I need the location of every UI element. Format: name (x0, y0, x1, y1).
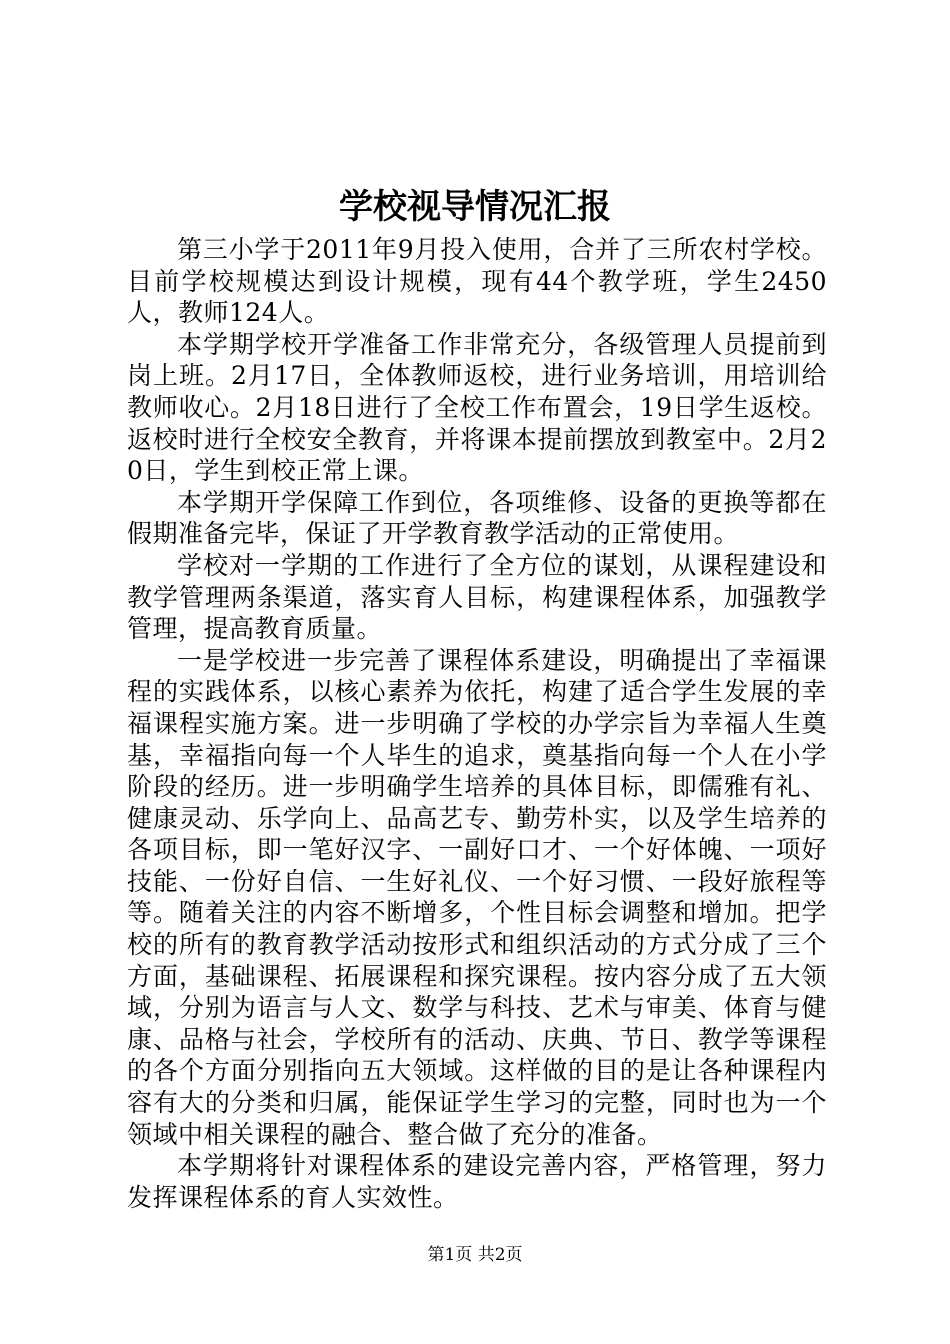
paragraph-3: 本学期开学保障工作到位，各项维修、设备的更换等都在假期准备完毕，保证了开学教育教学活动的正常使用。 (127, 487, 827, 549)
document-title: 学校视导情况汇报 (339, 187, 611, 227)
paragraph-1: 第三小学于2011年9月投入使用，合并了三所农村学校。目前学校规模达到设计规模，现有44个教学班，学生2450人，教师124人。 (127, 235, 827, 328)
paragraph-6: 本学期将针对课程体系的建设完善内容，严格管理，努力发挥课程体系的育人实效性。 (127, 1151, 827, 1212)
document-body (127, 234, 827, 1213)
paragraph-2: 本学期学校开学准备工作非常充分，各级管理人员提前到岗上班。2月17日，全体教师返校，进行业务培训，用培训给教师收心。2月18日进行了全校工作布置会，19日学生返校。返校时进行全校安全教育，并将课本提前摆放到教室中。2月20日，学生到校正常上课。 (127, 329, 827, 486)
page-number-footer: 第1页 共2页 (427, 1245, 523, 1265)
paragraph-4: 学校对一学期的工作进行了全方位的谋划，从课程建设和教学管理两条渠道，落实育人目标，构建课程体系，加强教学管理，提高教育质量。 (127, 550, 827, 644)
paragraph-5: 一是学校进一步完善了课程体系建设，明确提出了幸福课程的实践体系，以核心素养为依托，构建了适合学生发展的幸福课程实施方案。进一步明确了学校的办学宗旨为幸福人生奠基，幸福指向每一个人毕生的追求，奠基指向每一个人在小学阶段的经历。进一步明确学生培养的具体目标，即儒雅有礼、健康灵动、乐学向上、品高艺专、勤劳朴实，以及学生培养的各项目标，即一笔好汉字、一副好口才、一个好体魄、一项好技能、一份好自信、一生好礼仪、一个好习惯、一段好旅程等等。随着关注的内容不断增多，个性目标会调整和增加。把学校的所有的教育教学活动按形式和组织活动的方式分成了三个方面，基础课程、拓展课程和探究课程。按内容分成了五大领域，分别为语言与人文、数学与科技、艺术与审美、体育与健康、品格与社会，学校所有的活动、庆典、节日、教学等课程的各个方面分别指向五大领域。这样做的目的是让各种课程内容有大的分类和归属，能保证学生学习的完整，同时也为一个领域中相关课程的融合、整合做了充分的准备。 (127, 645, 827, 1149)
